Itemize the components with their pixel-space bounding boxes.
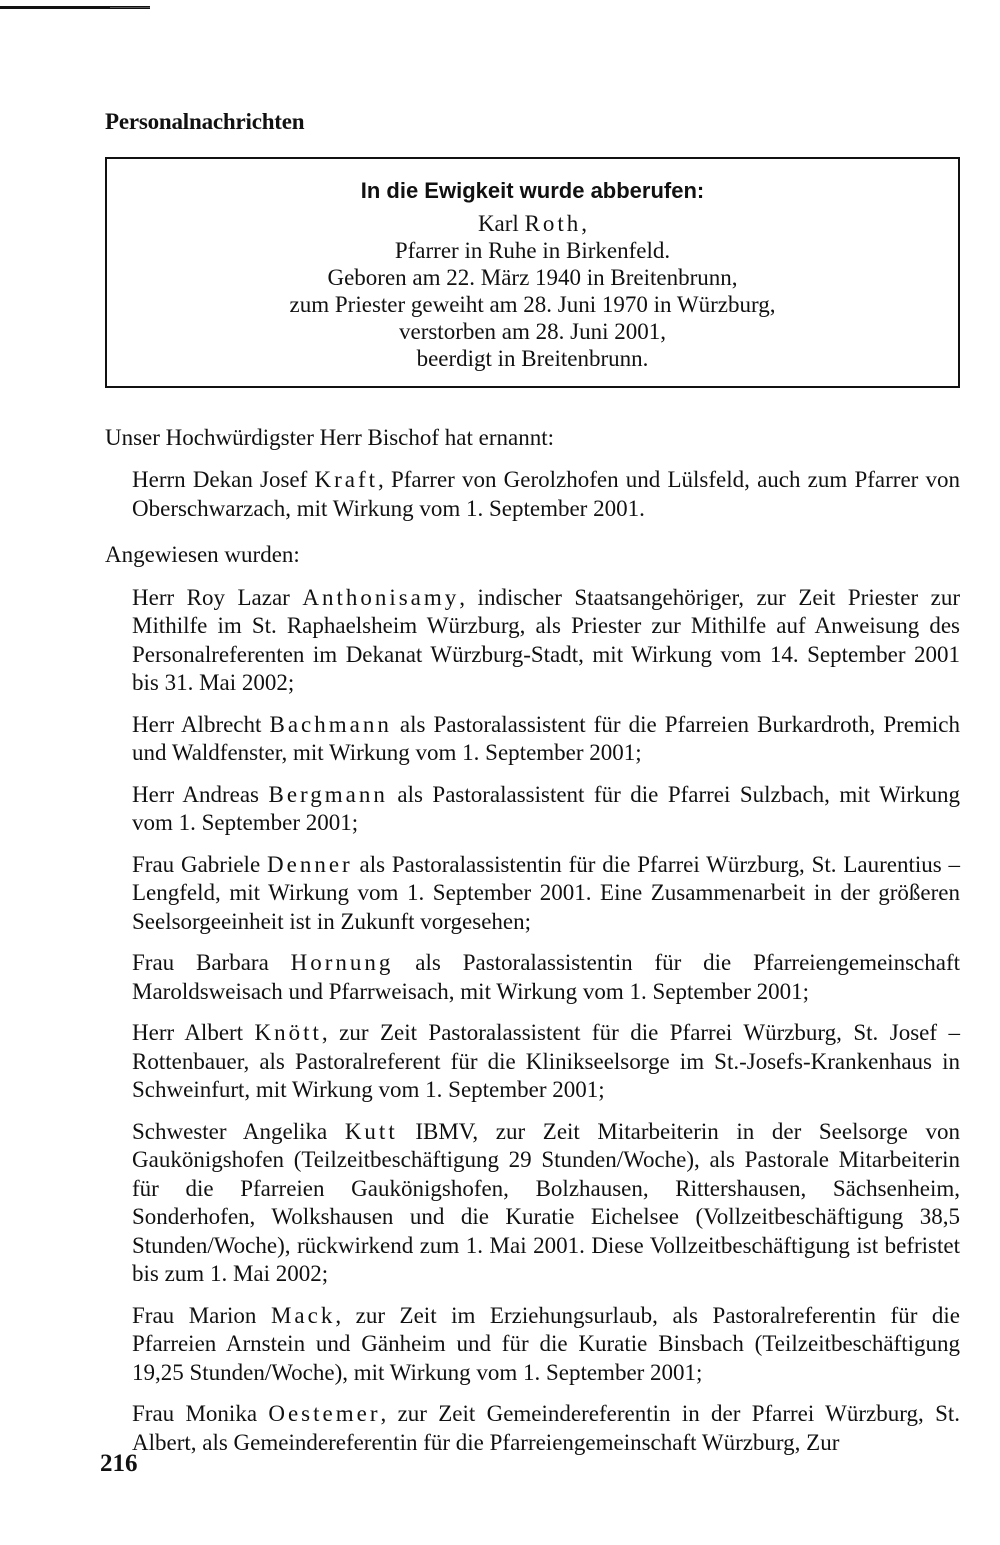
page-number: 216 (100, 1450, 138, 1477)
entry-text: als Pastoralassistentin für die Pfarreiengemeinschaft Maroldsweisach und Pfarrweisach, mit Wirkung vom 1. September 2001; (132, 950, 960, 1004)
entry-prefix: Frau Barbara (132, 950, 269, 975)
assignment-entry (132, 1019, 960, 1105)
entry-surname: Hornung (290, 950, 394, 975)
obituary-line: beerdigt in Breitenbrunn. (416, 345, 649, 371)
entry-surname: Kraft (314, 467, 379, 492)
entry-prefix: Herr Albrecht (132, 711, 262, 737)
entry-prefix: Herr Andreas (132, 781, 259, 807)
entry-text: , indischer Staatsangehöriger, zur Zeit Priester zur Mithilfe im St. Raphaelsheim Würzburg, als Priester zur Mithilfe auf Anweisung des Personalreferenten im Dekanat Würzburg-Stadt, mit Wirkung vom 14. September 2001 bis 31. Mai 2002; (132, 584, 961, 695)
obituary-surname: Roth (524, 210, 582, 236)
entry-surname: Bachmann (269, 711, 392, 737)
assignment-entry (132, 711, 960, 768)
entry-prefix: Frau Marion (132, 1302, 257, 1328)
obituary-line: verstorben am 28. Juni 2001, (398, 318, 666, 344)
entry-surname: Denner (267, 851, 353, 877)
top-rule-thin (110, 7, 150, 8)
obituary-first-name: Karl (477, 210, 519, 236)
obituary-line: Pfarrer in Ruhe in Birkenfeld. (394, 237, 671, 263)
assignment-entry (132, 1400, 960, 1457)
obituary-heading: In die Ewigkeit wurde abberufen: (360, 177, 705, 203)
entry-text: , zur Zeit Pastoralassistent für die Pfarrei Würzburg, St. Josef – Rottenbauer, als Pastoralreferent für die Klinikseelsorge im St.-Josefs-Krankenhaus in Schweinfurt, mit Wirkung vom 1. September 2001; (132, 1020, 960, 1102)
assignments-intro: Angewiesen wurden: (105, 542, 300, 567)
entry-prefix: Frau Monika (132, 1401, 258, 1426)
appointments-intro: Unser Hochwürdigster Herr Bischof hat ernannt: (105, 424, 555, 450)
entry-surname: Oestemer (268, 1401, 381, 1426)
entry-text: IBMV, zur Zeit Mitarbeiterin in der Seelsorge von Gaukönigshofen (Teilzeitbeschäftigung 29 Stunden/Woche), als Pastorale Mitarbeiterin für die Pfarreien Gaukönigshofen, Bolzhausen, Rittershausen, Sächsenheim, Sonderhofen, Wolkshausen und die Kuratie Eichelsee (Vollzeitbeschäftigung 38,5 Stunden/Woche), rückwirkend zum 1. Mai 2001. Diese Vollzeitbeschäftigung ist befristet bis zum 1. Mai 2002; (132, 1118, 960, 1286)
entry-prefix: Herr Albert (132, 1020, 244, 1045)
entry-prefix: Herr Roy Lazar (132, 584, 290, 610)
obituary-line: zum Priester geweiht am 28. Juni 1970 in Würzburg, (289, 291, 776, 317)
entry-text: , zur Zeit im Erziehungsurlaub, als Pastoralreferentin für die Pfarreien Arnstein und Gänheim und für die Kuratie Binsbach (Teilzeitbeschäftigung 19,25 Stunden/Woche), mit Wirkung vom 1. September 2001; (132, 1302, 961, 1385)
entry-prefix: Frau Gabriele (132, 851, 261, 877)
entry-surname: Anthonisamy (302, 584, 460, 610)
entry-text: als Pastoralassistent für die Pfarreien Burkardroth, Premich und Waldfenster, mit Wirkung vom 1. September 2001; (132, 711, 960, 765)
assignment-entry (132, 851, 960, 937)
assignment-entry (132, 1302, 960, 1388)
assignment-entry (132, 1118, 960, 1289)
entry-prefix: Herrn Dekan Josef (132, 467, 308, 492)
entry-surname: Knött (254, 1020, 322, 1045)
entry-surname: Bergmann (268, 781, 388, 807)
obituary-box (105, 157, 960, 388)
obituary-name-line (117, 210, 948, 237)
entry-prefix: Schwester Angelika (132, 1118, 328, 1144)
entry-text: , Pfarrer von Gerolzhofen und Lülsfeld, auch zum Pfarrer von Oberschwarzach, mit Wirkung vom 1. September 2001. (132, 467, 960, 521)
assignment-entry (132, 949, 960, 1006)
obituary-name-suffix: , (581, 210, 588, 236)
appointments-section (105, 424, 960, 524)
entry-text: , zur Zeit Gemeindereferentin in der Pfarrei Würzburg, St. Albert, als Gemeindereferentin für die Pfarreiengemeinschaft Würzburg, Zur (132, 1401, 960, 1455)
assignments-section (105, 541, 960, 1457)
entry-surname: Kutt (344, 1118, 398, 1144)
page-content (105, 108, 960, 1470)
section-title: Personalnachrichten (105, 109, 305, 134)
entry-text: als Pastoralassistent für die Pfarrei Sulzbach, mit Wirkung vom 1. September 2001; (132, 781, 960, 835)
entry-text: als Pastoralassistentin für die Pfarrei Würzburg, St. Laurentius – Lengfeld, mit Wirkung vom 1. September 2001. Eine Zusammenarbeit in der größeren Seelsorgeeinheit ist in Zukunft vorgesehen; (132, 851, 961, 934)
appointment-entry (132, 466, 960, 523)
entry-surname: Mack (270, 1302, 336, 1328)
assignment-entry (132, 781, 960, 838)
assignment-entry (132, 584, 960, 698)
obituary-line: Geboren am 22. März 1940 in Breitenbrunn, (327, 264, 738, 290)
